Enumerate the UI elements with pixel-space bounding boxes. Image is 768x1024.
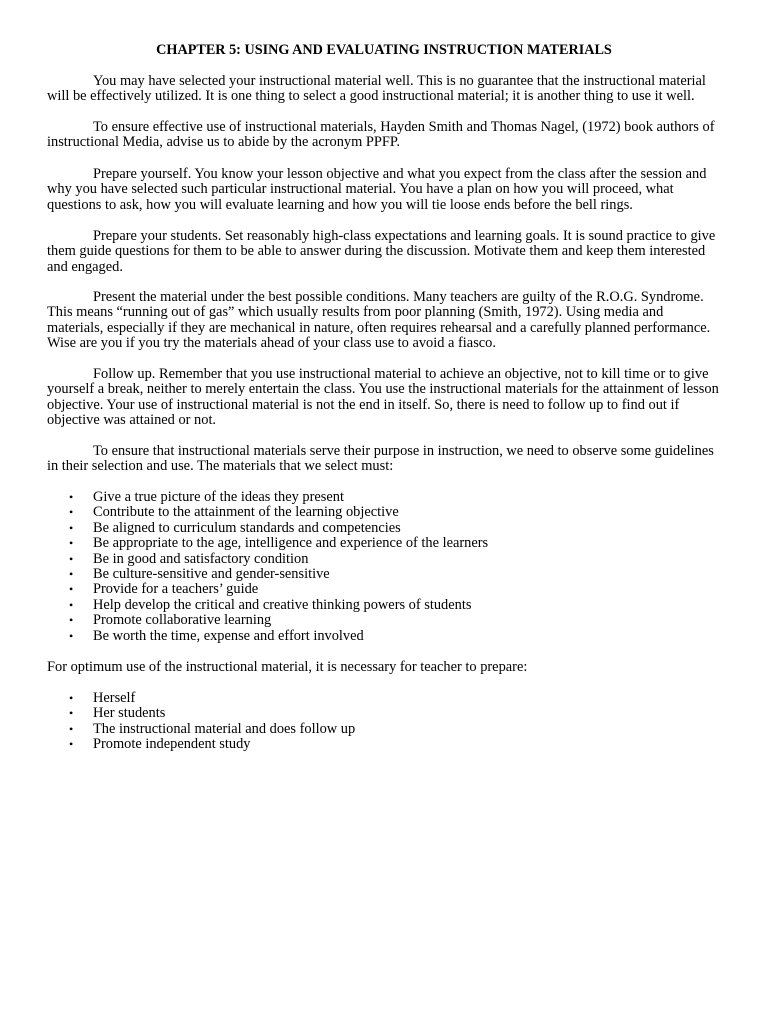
list-item: • Be aligned to curriculum standards and competencies xyxy=(69,519,401,536)
paragraph-follow-up: Follow up. Remember that you use instructional material to achieve an objective, not to kill time or to give yourself a break, neither to merely entertain the class. You use the instructional materials for the attainment of lesson objective. Your use of instructional material is not the end in itself. So, there is need to follow up to find out if objective was attained or not. xyxy=(47,366,719,429)
paragraph-ppfp: To ensure effective use of instructional materials, Hayden Smith and Thomas Nagel, (1972) book authors of instructional Media, advise us to abide by the acronym PPFP. xyxy=(47,119,715,151)
paragraph-intro: You may have selected your instructional material well. This is no guarantee that the instructional material will be effectively utilized. It is one thing to select a good instructional material; it is another thing to use it well. xyxy=(47,73,706,105)
list-item: • Help develop the critical and creative thinking powers of students xyxy=(69,596,472,613)
prepare-list xyxy=(47,691,723,753)
bullet-icon: • xyxy=(69,536,74,551)
bullet-icon: • xyxy=(69,613,74,628)
list-item: • Give a true picture of the ideas they present xyxy=(69,489,344,505)
paragraph-prepare-yourself: Prepare yourself. You know your lesson objective and what you expect from the class after the session and why you have selected such particular instructional material. You have a plan on how you will proceed, what questions to ask, how you will evaluate learning and how you will tie loose ends before the bell rings. xyxy=(47,166,707,213)
bullet-icon: • xyxy=(69,490,74,504)
list-item: • Herself xyxy=(69,690,136,706)
chapter-title: CHAPTER 5: USING AND EVALUATING INSTRUCTION MATERIALS xyxy=(156,42,612,58)
paragraph-prepare-students: Prepare your students. Set reasonably high-class expectations and learning goals. It is sound practice to give them guide questions for them to be able to answer during the discussion. Motivate them and keep them interested and engaged. xyxy=(47,228,716,275)
bullet-icon: • xyxy=(69,597,74,612)
paragraph-optimum-use: For optimum use of the instructional material, it is necessary for teacher to prepare: xyxy=(47,659,528,675)
list-item: • Promote collaborative learning xyxy=(69,612,272,629)
list-item: • Promote independent study xyxy=(69,736,251,753)
bullet-icon: • xyxy=(69,566,74,581)
bullet-icon: • xyxy=(69,551,74,566)
list-item: • Be in good and satisfactory condition xyxy=(69,550,309,567)
list-item: • Her students xyxy=(69,705,166,722)
bullet-icon: • xyxy=(69,737,74,752)
bullet-icon: • xyxy=(69,628,74,643)
list-item: • Be culture-sensitive and gender-sensitive xyxy=(69,565,330,582)
paragraph-present-material: Present the material under the best possible conditions. Many teachers are guilty of the R.O.G. Syndrome. This means “running out of gas” which usually results from poor planning (Smith, 1972). Using media and materials, especially if they are mechanical in nature, often requires rehearsal and a carefully planned performance. Wise are you if you try the materials ahead of your class use to avoid a fiasco. xyxy=(47,289,711,352)
list-item: • Be worth the time, expense and effort involved xyxy=(69,627,364,644)
list-item: • Contribute to the attainment of the learning objective xyxy=(69,504,399,521)
bullet-icon: • xyxy=(69,721,74,736)
bullet-icon: • xyxy=(69,582,74,597)
guidelines-list xyxy=(47,490,723,644)
bullet-icon: • xyxy=(69,505,74,520)
bullet-icon: • xyxy=(69,520,74,535)
list-item: • Provide for a teachers’ guide xyxy=(69,581,259,598)
bullet-icon: • xyxy=(69,691,74,705)
list-item: • The instructional material and does follow up xyxy=(69,720,356,737)
bullet-icon: • xyxy=(69,706,74,721)
list-item: • Be appropriate to the age, intelligence and experience of the learners xyxy=(69,535,489,552)
paragraph-guidelines: To ensure that instructional materials serve their purpose in instruction, we need to observe some guidelines in their selection and use. The materials that we select must: xyxy=(47,443,714,475)
